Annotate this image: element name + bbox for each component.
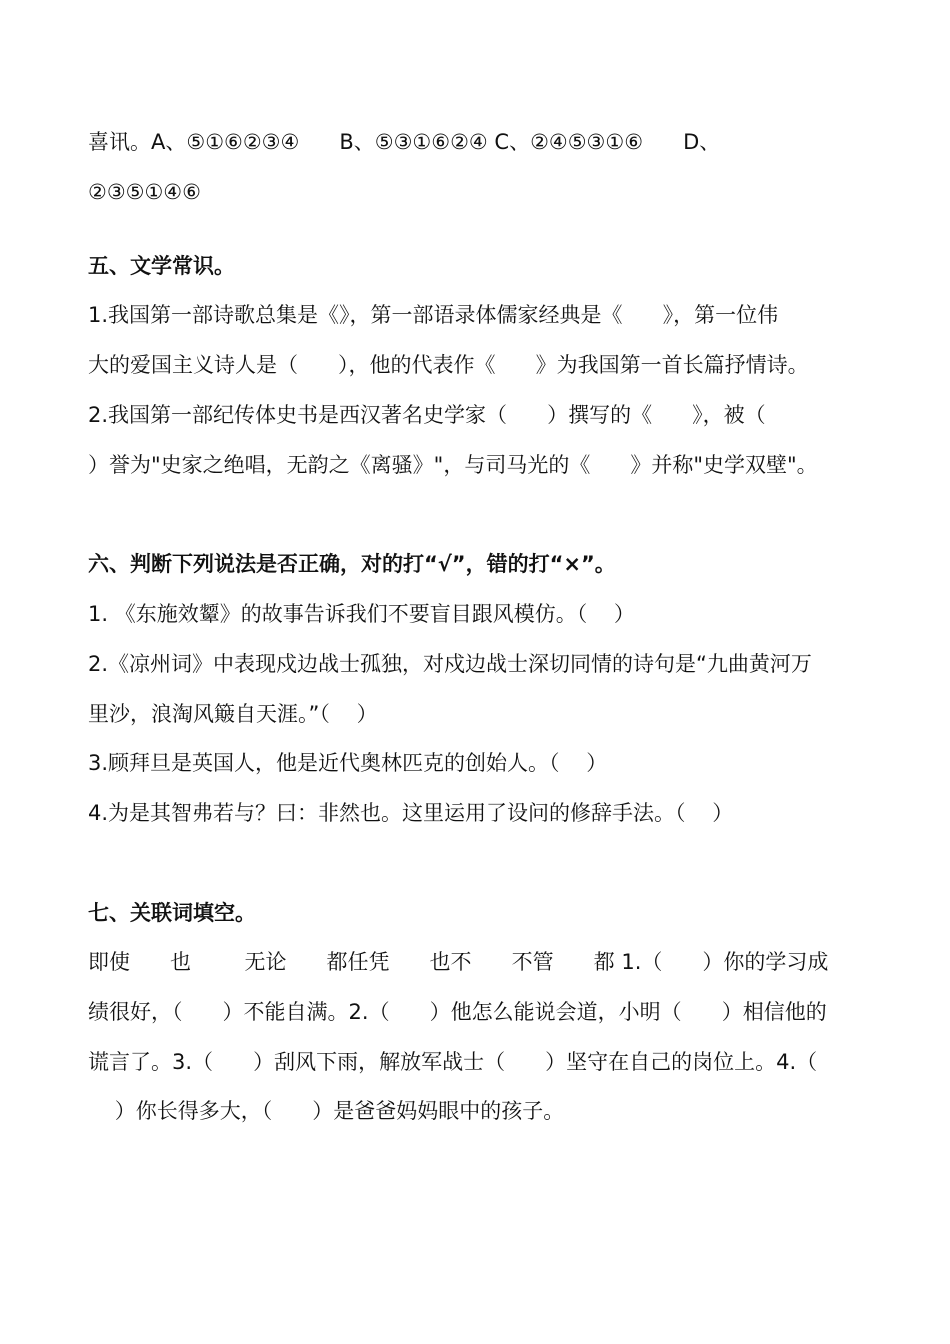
section-six-line-1: 1. 《东施效颦》的故事告诉我们不要盲目跟风模仿。（ ）	[88, 602, 635, 626]
section-five-heading: 五、文学常识。	[88, 254, 235, 278]
section-six-heading: 六、判断下列说法是否正确，对的打“√”，错的打“×”。	[88, 552, 616, 576]
options-line-1: 喜讯。A、⑤①⑥②③④ B、⑤③①⑥②④ C、②④⑤③①⑥ D、	[88, 130, 721, 154]
section-five-line-3: 2.我国第一部纪传体史书是西汉著名史学家（ ）撰写的《 》，被（	[88, 403, 766, 427]
section-five-line-1: 1.我国第一部诗歌总集是《》，第一部语录体儒家经典是《 》，第一位伟	[88, 303, 779, 327]
section-seven-line-3: 谎言了。3.（ ）刮风下雨，解放军战士（ ）坚守在自己的岗位上。4.（	[88, 1050, 818, 1074]
section-six-line-2: 2.《凉州词》中表现戍边战士孤独，对戍边战士深切同情的诗句是“九曲黄河万	[88, 652, 812, 676]
options-line-2: ②③⑤①④⑥	[88, 180, 201, 204]
section-five-line-4: ）誉为"史家之绝唱，无韵之《离骚》"，与司马光的《 》并称"史学双壁"。	[88, 453, 818, 477]
section-seven-line-2: 绩很好，（ ）不能自满。2.（ ）他怎么能说会道，小明（ ）相信他的	[88, 1000, 827, 1024]
section-six-line-5: 4.为是其智弗若与？曰：非然也。这里运用了设问的修辞手法。（ ）	[88, 801, 734, 825]
section-five-line-2: 大的爱国主义诗人是（ ），他的代表作《 》为我国第一首长篇抒情诗。	[88, 353, 809, 377]
section-seven-line-1: 即使 也 无论 都任凭 也不 不管 都 1.（ ）你的学习成	[88, 950, 829, 974]
section-six-line-3: 里沙，浪淘风簸自天涯。”（ ）	[88, 702, 378, 726]
section-seven-line-4: ）你长得多大，（ ）是爸爸妈妈眼中的孩子。	[88, 1099, 565, 1123]
section-six-line-4: 3.顾拜旦是英国人，他是近代奥林匹克的创始人。（ ）	[88, 751, 608, 775]
section-seven-heading: 七、关联词填空。	[88, 901, 256, 925]
